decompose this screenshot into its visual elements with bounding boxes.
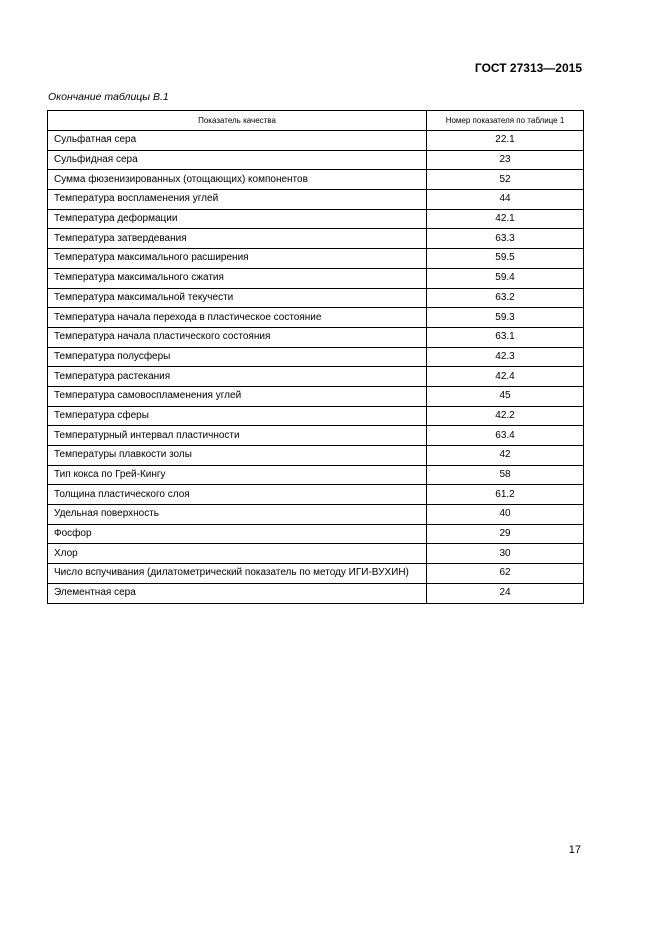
table-row xyxy=(48,308,584,328)
indicator-name-cell: Сульфидная сера xyxy=(48,150,427,170)
table-header-row xyxy=(48,111,584,131)
indicator-number-cell: 23 xyxy=(427,150,584,170)
indicator-number-cell: 62 xyxy=(427,564,584,584)
indicator-name-cell: Температура сферы xyxy=(48,406,427,426)
table-row xyxy=(48,150,584,170)
table-row xyxy=(48,564,584,584)
table-row xyxy=(48,131,584,151)
table-row xyxy=(48,347,584,367)
indicator-name-cell: Сульфатная сера xyxy=(48,131,427,151)
indicator-name-cell: Число вспучивания (дилатометрический показатель по методу ИГИ-ВУХИН) xyxy=(48,564,427,584)
indicator-name-cell: Температура максимального сжатия xyxy=(48,268,427,288)
indicator-name-cell: Температура затвердевания xyxy=(48,229,427,249)
indicator-name-cell: Температура полусферы xyxy=(48,347,427,367)
indicator-name-cell: Температура самовоспламенения углей xyxy=(48,386,427,406)
indicator-number-cell: 42.2 xyxy=(427,406,584,426)
indicator-number-cell: 42.4 xyxy=(427,367,584,387)
indicator-name-cell: Температура начала перехода в пластическое состояние xyxy=(48,308,427,328)
table-row xyxy=(48,249,584,269)
table-row xyxy=(48,190,584,210)
indicator-name-cell: Тип кокса по Грей-Кингу xyxy=(48,465,427,485)
indicator-name-cell: Сумма фюзенизированных (отощающих) компонентов xyxy=(48,170,427,190)
indicator-number-cell: 59.3 xyxy=(427,308,584,328)
table-row xyxy=(48,209,584,229)
table-row xyxy=(48,170,584,190)
indicator-number-cell: 42 xyxy=(427,446,584,466)
table-row xyxy=(48,327,584,347)
page-number: 17 xyxy=(568,844,581,856)
table-body xyxy=(48,131,584,604)
indicator-number-cell: 58 xyxy=(427,465,584,485)
quality-indicators-table xyxy=(47,110,584,604)
table-row xyxy=(48,288,584,308)
indicator-number-cell: 42.3 xyxy=(427,347,584,367)
indicator-name-cell: Температура максимального расширения xyxy=(48,249,427,269)
indicator-name-cell: Удельная поверхность xyxy=(48,505,427,525)
table-header xyxy=(48,111,584,131)
table-row xyxy=(48,426,584,446)
indicator-number-cell: 63.4 xyxy=(427,426,584,446)
indicator-name-cell: Хлор xyxy=(48,544,427,564)
indicator-name-cell: Толщина пластического слоя xyxy=(48,485,427,505)
table-row xyxy=(48,406,584,426)
indicator-number-cell: 30 xyxy=(427,544,584,564)
indicator-name-cell: Температурный интервал пластичности xyxy=(48,426,427,446)
table-row xyxy=(48,386,584,406)
indicator-number-cell: 45 xyxy=(427,386,584,406)
indicator-name-cell: Температура деформации xyxy=(48,209,427,229)
column-header-number: Номер показателя по таблице 1 xyxy=(427,111,584,131)
table-row xyxy=(48,229,584,249)
indicator-number-cell: 63.2 xyxy=(427,288,584,308)
table-row xyxy=(48,524,584,544)
indicator-name-cell: Температура воспламенения углей xyxy=(48,190,427,210)
column-header-indicator: Показатель качества xyxy=(48,111,427,131)
indicator-number-cell: 42.1 xyxy=(427,209,584,229)
table-row xyxy=(48,583,584,603)
quality-indicators-table-container xyxy=(47,110,583,604)
indicator-number-cell: 29 xyxy=(427,524,584,544)
indicator-name-cell: Фосфор xyxy=(48,524,427,544)
indicator-number-cell: 59.4 xyxy=(427,268,584,288)
indicator-name-cell: Температура начала пластического состояния xyxy=(48,327,427,347)
table-row xyxy=(48,505,584,525)
indicator-number-cell: 61.2 xyxy=(427,485,584,505)
indicator-number-cell: 59.5 xyxy=(427,249,584,269)
table-row xyxy=(48,465,584,485)
indicator-name-cell: Температуры плавкости золы xyxy=(48,446,427,466)
indicator-number-cell: 63.3 xyxy=(427,229,584,249)
indicator-number-cell: 52 xyxy=(427,170,584,190)
table-row xyxy=(48,268,584,288)
indicator-name-cell: Температура максимальной текучести xyxy=(48,288,427,308)
indicator-name-cell: Элементная сера xyxy=(48,583,427,603)
table-row xyxy=(48,485,584,505)
table-row xyxy=(48,544,584,564)
table-row xyxy=(48,446,584,466)
table-caption: Окончание таблицы В.1 xyxy=(48,91,169,103)
indicator-number-cell: 40 xyxy=(427,505,584,525)
table-row xyxy=(48,367,584,387)
document-code: ГОСТ 27313—2015 xyxy=(474,61,582,75)
indicator-number-cell: 44 xyxy=(427,190,584,210)
indicator-number-cell: 22.1 xyxy=(427,131,584,151)
indicator-number-cell: 63.1 xyxy=(427,327,584,347)
indicator-name-cell: Температура растекания xyxy=(48,367,427,387)
indicator-number-cell: 24 xyxy=(427,583,584,603)
